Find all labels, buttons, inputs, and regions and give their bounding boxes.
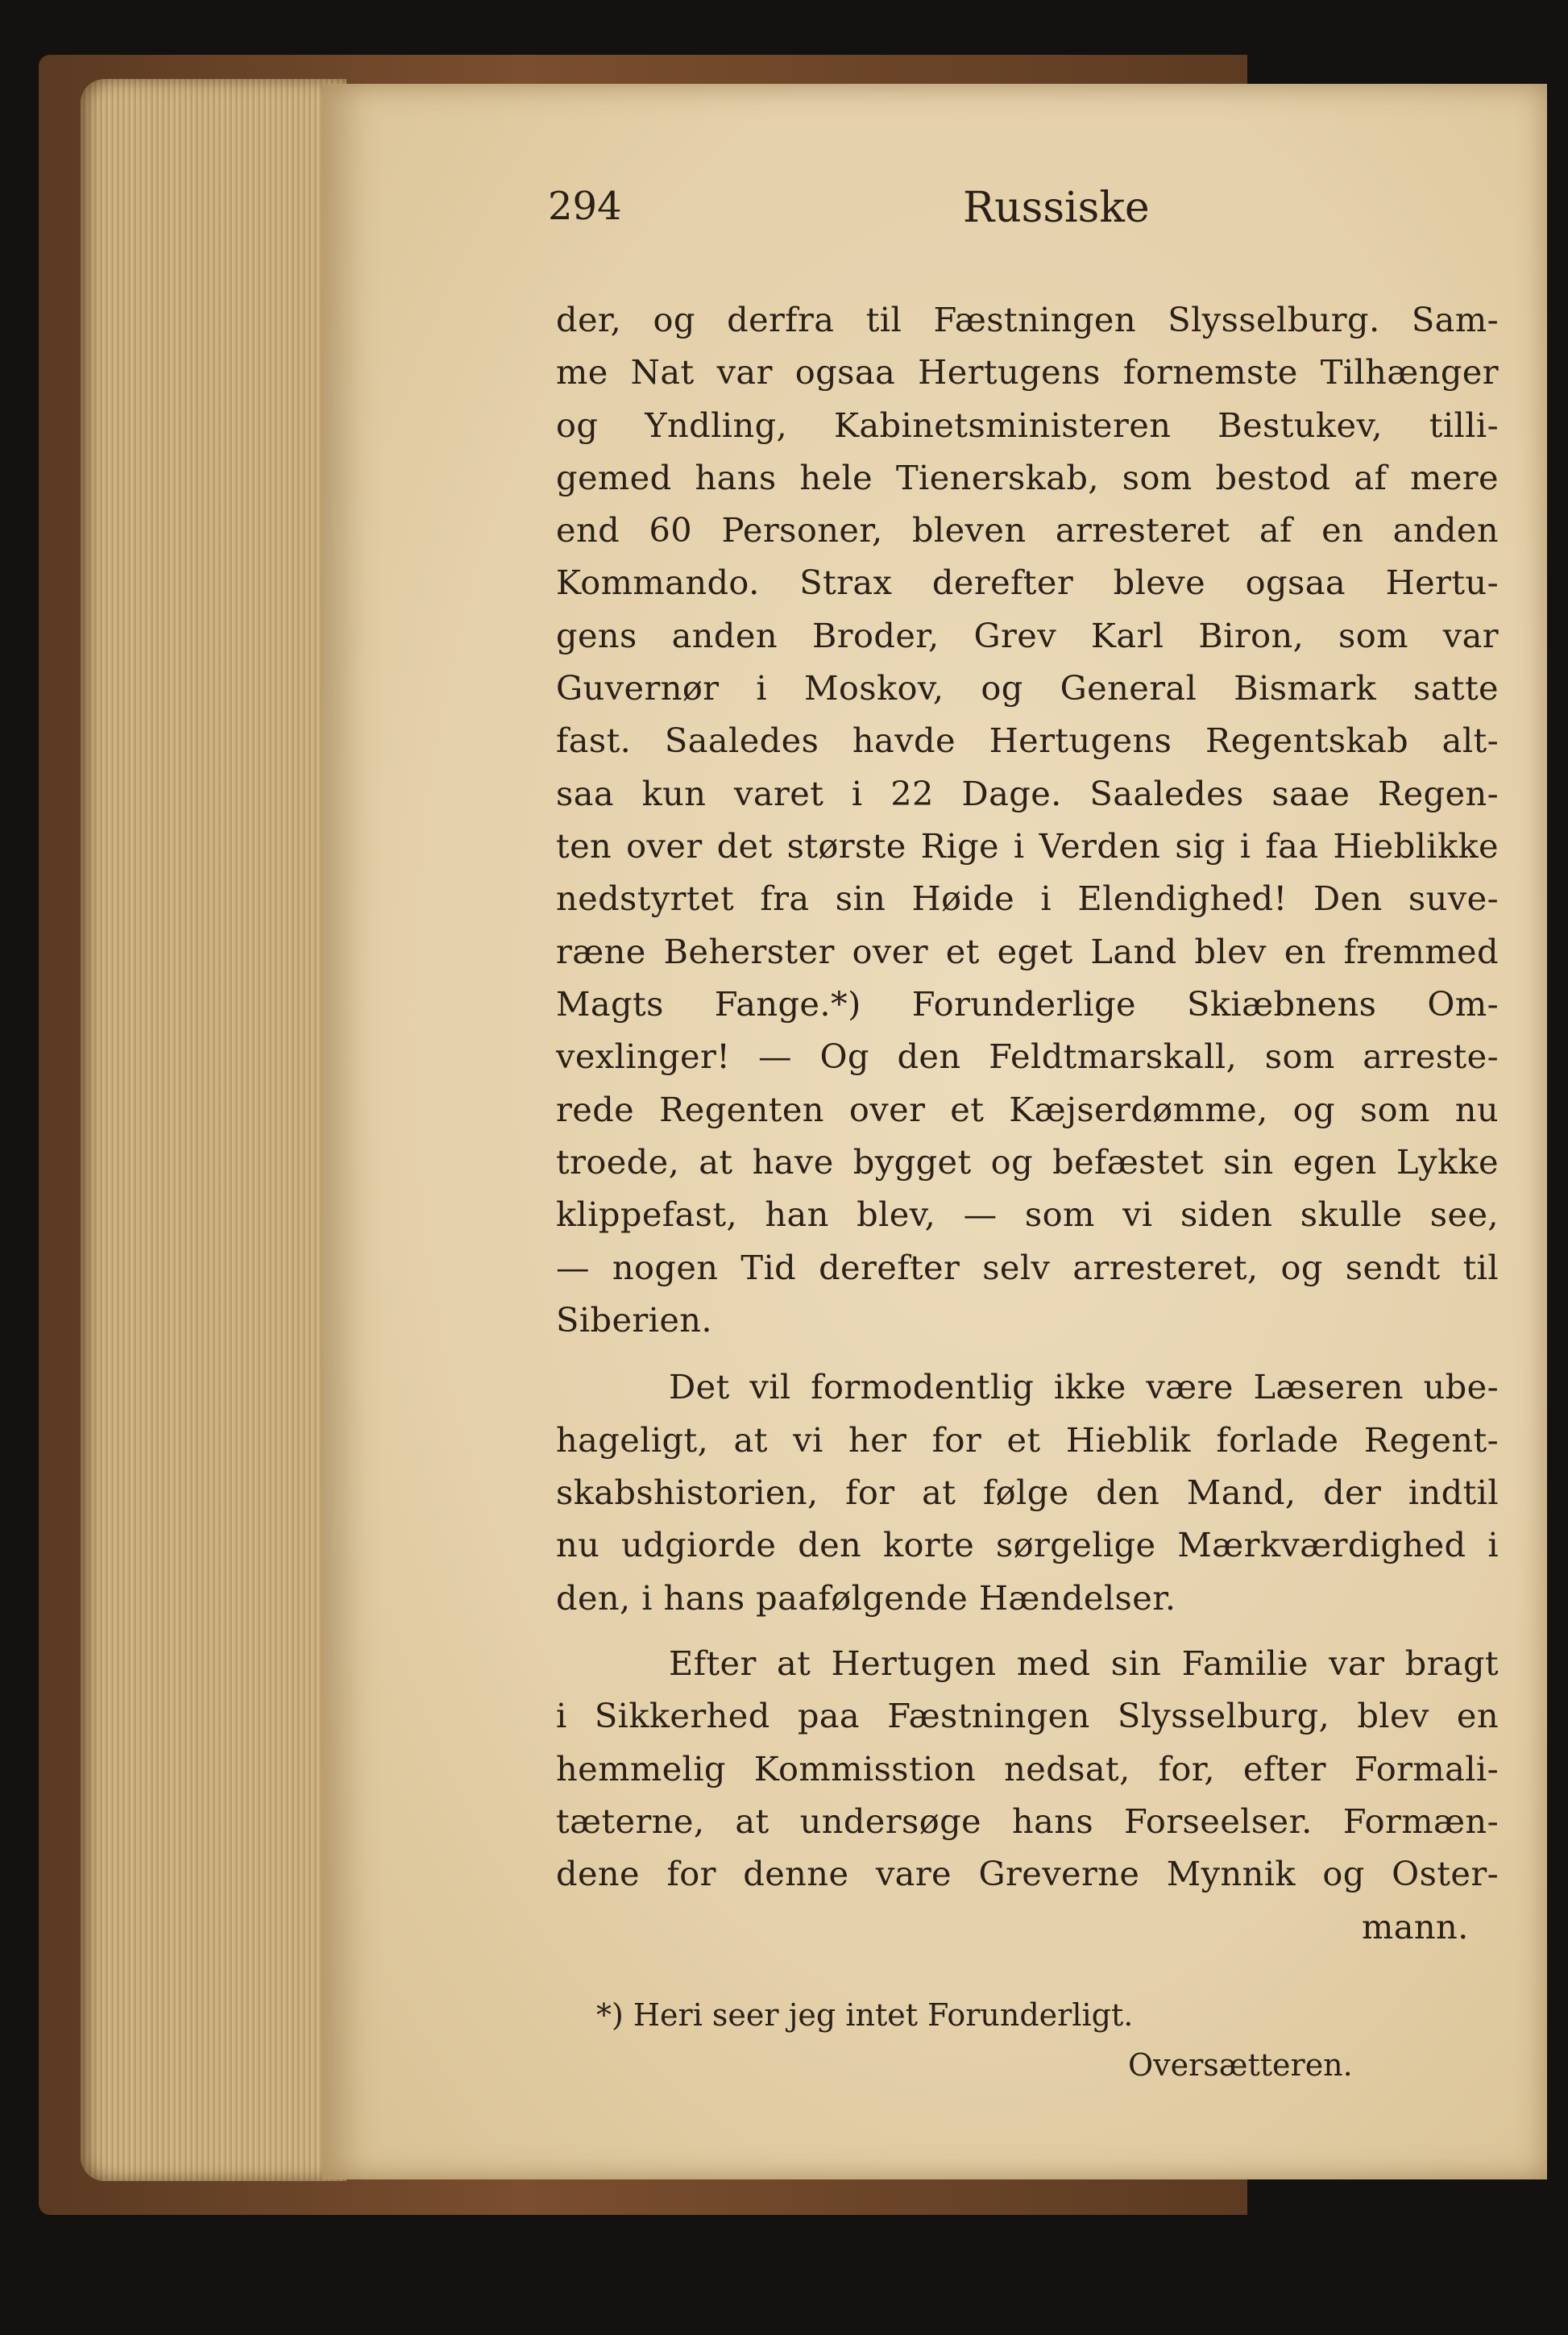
text-line: troede, at have bygget og befæstet sin egen Lykke — [556, 1142, 1499, 1182]
text-line: Det vil formodentlig ikke være Læseren ube- — [669, 1367, 1499, 1406]
text-line: end 60 Personer, bleven arresteret af en anden — [556, 510, 1499, 550]
text-line: vexlinger! — Og den Feldtmarskall, som arreste- — [556, 1037, 1499, 1076]
text-line: rede Regenten over et Kæjserdømme, og som nu — [556, 1090, 1499, 1129]
text-line: Efter at Hertugen med sin Familie var bragt — [669, 1643, 1499, 1683]
text-line: Guvernør i Moskov, og General Bismark satte — [556, 668, 1499, 708]
text-line: ten over det største Rige i Verden sig i faa Hieblikke — [556, 826, 1499, 866]
text-line: Magts Fange.*) Forunderlige Skiæbnens Om- — [556, 984, 1499, 1024]
text-line: saa kun varet i 22 Dage. Saaledes saae Regen- — [556, 774, 1499, 813]
text-line: hemmelig Kommisstion nedsat, for, efter Formali- — [556, 1749, 1499, 1789]
footnote: *) Heri seer jeg intet Forunderligt. — [596, 1997, 1134, 2033]
text-line: der, og derfra til Fæstningen Slysselburg. Sam- — [556, 300, 1499, 339]
text-line: me Nat var ogsaa Hertugens fornemste Tilhænger — [556, 352, 1499, 392]
page-number: 294 — [548, 184, 622, 229]
text-line: hageligt, at vi her for et Hieblik forlade Regent- — [556, 1420, 1499, 1460]
text-line: i Sikkerhed paa Fæstningen Slysselburg, blev en — [556, 1696, 1499, 1735]
text-line: den, i hans paafølgende Hændelser. — [556, 1578, 1176, 1618]
footnote-signature: Oversætteren. — [1128, 2047, 1353, 2083]
text-line: gemed hans hele Tienerskab, som bestod af mere — [556, 458, 1499, 497]
running-title: Russiske — [963, 184, 1150, 232]
text-line: Kommando. Strax derefter bleve ogsaa Hertu- — [556, 563, 1499, 602]
text-line: mann. — [1362, 1907, 1469, 1947]
text-line: — nogen Tid derefter selv arresteret, og sendt til — [556, 1248, 1499, 1287]
text-line: dene for denne vare Greverne Mynnik og Oster- — [556, 1854, 1499, 1893]
text-line: skabshistorien, for at følge den Mand, der indtil — [556, 1473, 1499, 1512]
page-edges — [81, 79, 346, 2181]
text-line: gens anden Broder, Grev Karl Biron, som var — [556, 616, 1499, 655]
text-line: ræne Beherster over et eget Land blev en fremmed — [556, 932, 1499, 971]
text-line: tæterne, at undersøge hans Forseelser. Formæn- — [556, 1801, 1499, 1841]
text-line: og Yndling, Kabinetsministeren Bestukev, tilli- — [556, 405, 1499, 445]
text-line: nedstyrtet fra sin Høide i Elendighed! Den suve- — [556, 879, 1499, 918]
text-line: fast. Saaledes havde Hertugens Regentskab alt- — [556, 721, 1499, 760]
text-line: nu udgiorde den korte sørgelige Mærkværdighed i — [556, 1525, 1499, 1564]
text-line: Siberien. — [556, 1300, 713, 1340]
text-line: klippefast, han blev, — som vi siden skulle see, — [556, 1195, 1499, 1234]
